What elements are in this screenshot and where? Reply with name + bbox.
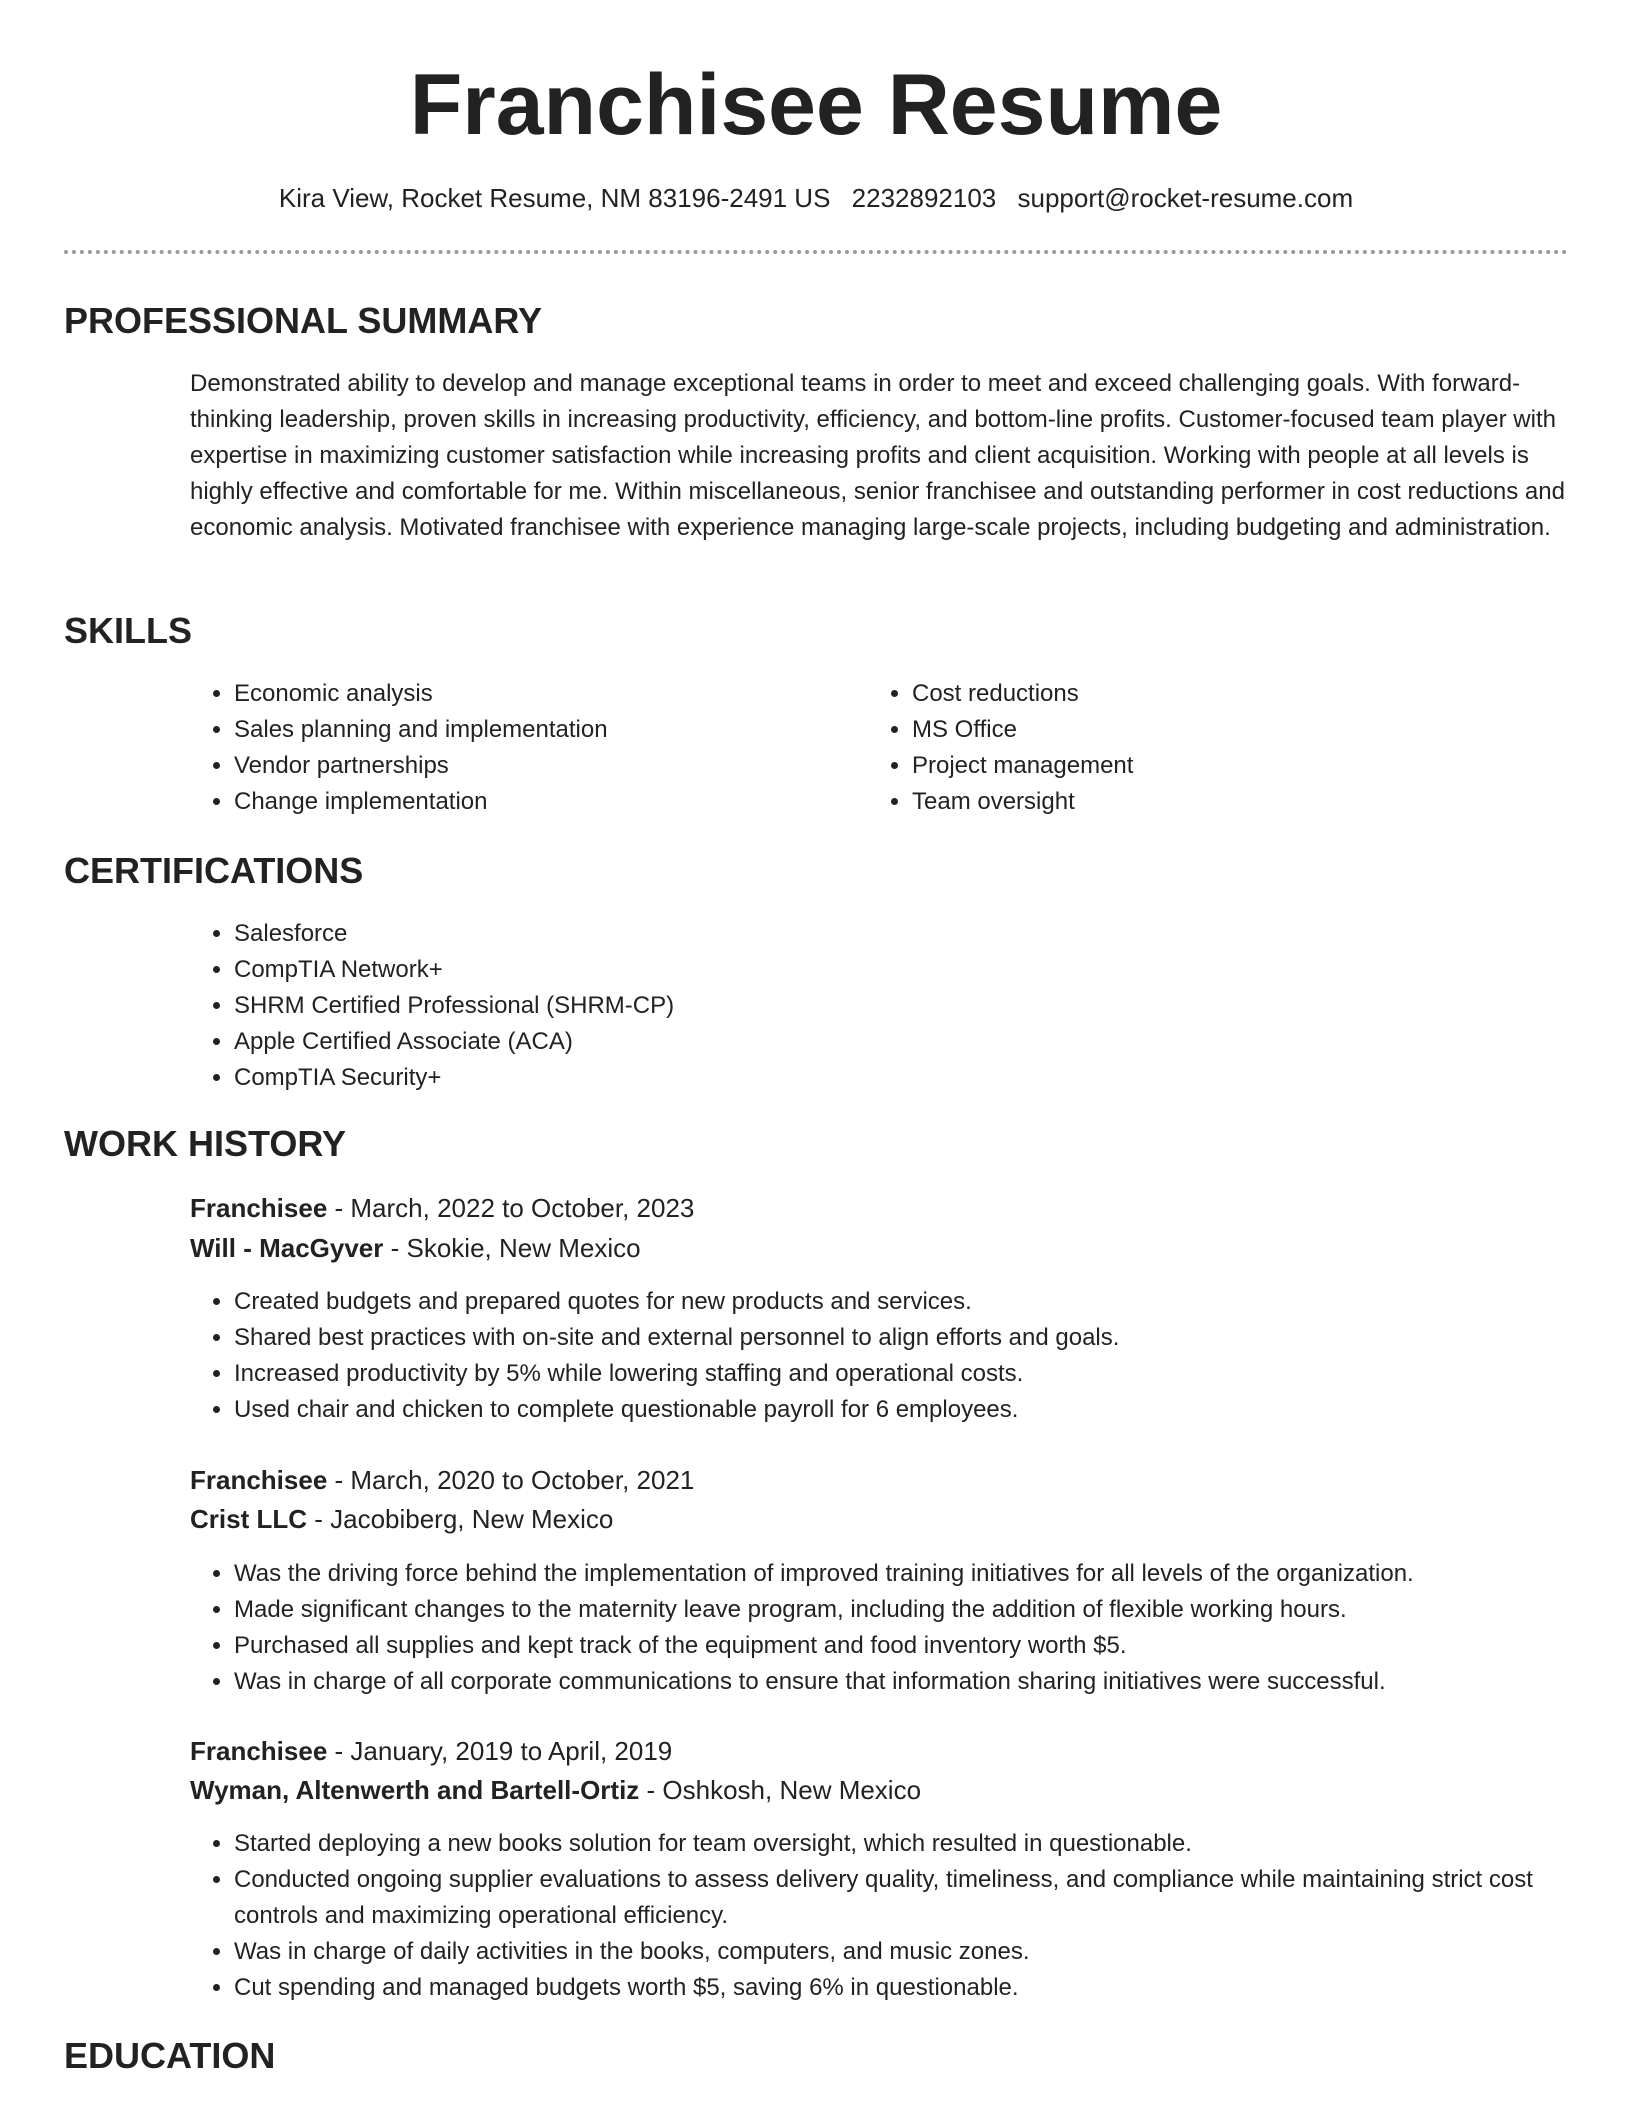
job-company-line [190,1228,641,1268]
skill-item: • Vendor partnerships [234,748,854,784]
certification-item: • SHRM Certified Professional (SHRM-CP) [234,988,1534,1024]
job-dates: - March, 2022 to October, 2023 [327,1193,695,1223]
job-location: - Skokie, New Mexico [383,1233,641,1263]
job-bullet: • Was the driving force behind the implementation of improved training initiatives for all levels of the organization. [234,1556,1612,1592]
job-title-line [190,1731,672,1771]
job-dates: - January, 2019 to April, 2019 [327,1736,673,1766]
skill-item: • Economic analysis [234,676,854,712]
contact-email: support@rocket-resume.com [1017,183,1354,213]
section-title-summary: PROFESSIONAL SUMMARY [64,300,543,341]
summary-text: Demonstrated ability to develop and manage exceptional teams in order to meet and exceed challenging goals. With forward-thinking leadership, proven skills in increasing productivity, efficiency, and bottom-line profits. Customer-focused team player with expertise in maximizing customer satisfaction while increasing profits and client acquisition. Working with people at all levels is highly effective and comfortable for me. Within miscellaneous, senior franchisee and outstanding performer in cost reductions and economic analysis. Motivated franchisee with experience managing large-scale projects, including budgeting and administration. [190,370,1565,541]
contact-phone: 2232892103 [851,183,997,213]
job-bullet: • Cut spending and managed budgets worth $5, saving 6% in questionable. [234,1970,1612,2006]
job-bullets [190,1284,1612,1428]
job-bullet: • Increased productivity by 5% while lowering staffing and operational costs. [234,1356,1612,1392]
skill-item: • Project management [912,748,1532,784]
skill-item: • Sales planning and implementation [234,712,854,748]
contact-line [0,180,1632,216]
certification-item: • CompTIA Security+ [234,1060,1534,1096]
job-title-line [190,1188,694,1228]
job-company-line [190,1499,613,1539]
job-bullet: • Conducted ongoing supplier evaluations to assess delivery quality, timeliness, and compliance while maintaining strict cost controls and maximizing operational efficiency. [234,1862,1612,1934]
job-bullet: • Made significant changes to the maternity leave program, including the addition of flexible working hours. [234,1592,1612,1628]
certification-item: • CompTIA Network+ [234,952,1534,988]
header-divider [64,250,1568,254]
job-company: Wyman, Altenwerth and Bartell-Ortiz [190,1775,640,1805]
job-company: Crist LLC [190,1504,307,1534]
skill-item: • Team oversight [912,784,1532,820]
job-bullet: • Shared best practices with on-site and external personnel to align efforts and goals. [234,1320,1612,1356]
job-bullet: • Used chair and chicken to complete questionable payroll for 6 employees. [234,1392,1612,1428]
resume-title: Franchisee Resume [409,57,1223,153]
certification-item: • Salesforce [234,916,1534,952]
certifications-list [190,916,1534,1096]
skills-list-right [868,676,1532,820]
skill-item: • Change implementation [234,784,854,820]
job-company: Will - MacGyver [190,1233,384,1263]
job-bullet: • Started deploying a new books solution for team oversight, which resulted in questionable. [234,1826,1612,1862]
job-location: - Jacobiberg, New Mexico [307,1504,614,1534]
job-bullet: • Was in charge of all corporate communications to ensure that information sharing initiatives were successful. [234,1664,1612,1700]
job-role: Franchisee [190,1465,328,1495]
job-location: - Oshkosh, New Mexico [639,1775,922,1805]
job-company-line [190,1770,921,1810]
contact-address: Kira View, Rocket Resume, NM 83196-2491 US [278,183,831,213]
skills-list-left [190,676,854,820]
job-bullets [190,1556,1612,1700]
job-bullet: • Was in charge of daily activities in the books, computers, and music zones. [234,1934,1612,1970]
job-dates: - March, 2020 to October, 2021 [327,1465,695,1495]
job-role: Franchisee [190,1193,328,1223]
section-title-work-history: WORK HISTORY [64,1123,347,1164]
section-title-education: EDUCATION [64,2035,276,2076]
job-bullet: • Purchased all supplies and kept track of the equipment and food inventory worth $5. [234,1628,1612,1664]
job-role: Franchisee [190,1736,328,1766]
skill-item: • MS Office [912,712,1532,748]
job-bullet: • Created budgets and prepared quotes for new products and services. [234,1284,1612,1320]
job-bullets [190,1826,1612,2006]
job-title-line [190,1460,694,1500]
certification-item: • Apple Certified Associate (ACA) [234,1024,1534,1060]
skill-item: • Cost reductions [912,676,1532,712]
section-title-skills: SKILLS [64,610,193,651]
section-title-certifications: CERTIFICATIONS [64,850,364,891]
